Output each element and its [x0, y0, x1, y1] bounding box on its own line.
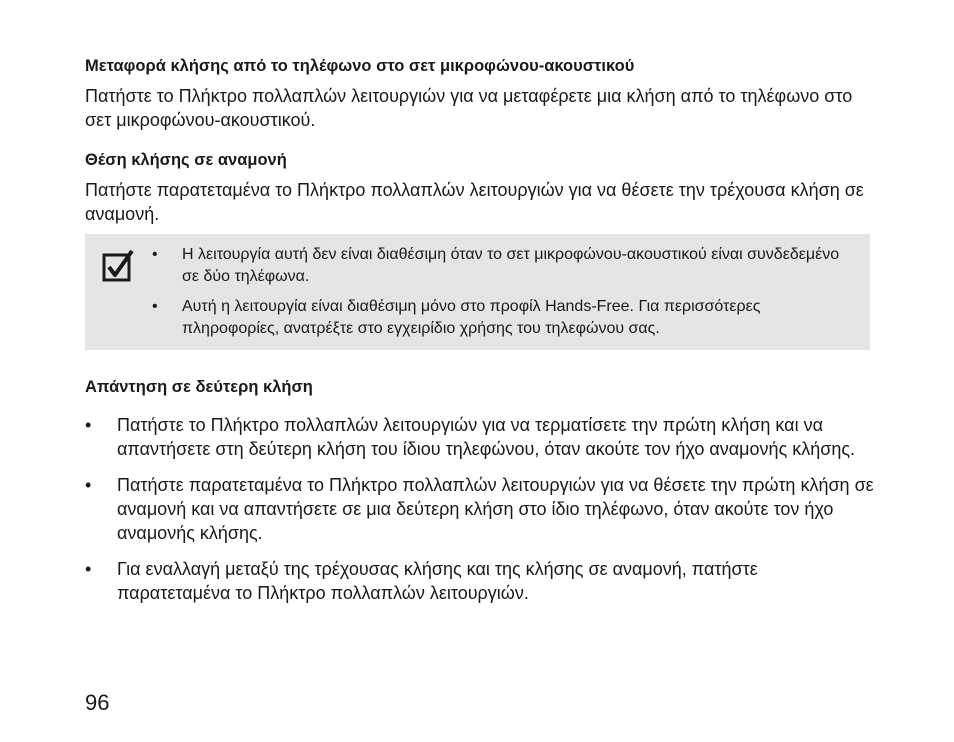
bullet: •: [85, 559, 92, 579]
note-box: [85, 234, 870, 350]
checkbox-check-icon: [102, 250, 134, 282]
bullet: •: [85, 475, 92, 495]
section-heading-answer: Απάντηση σε δεύτερη κλήση: [85, 378, 313, 396]
note-item-text: Η λειτουργία αυτή δεν είναι διαθέσιμη όταν το σετ μικροφώνου-ακουστικού είναι συνδεδεμένο σε δύο τηλέφωνα.: [182, 246, 840, 285]
list-item-text: Πατήστε το Πλήκτρο πολλαπλών λειτουργιών για να τερματίσετε την πρώτη κλήση και να απαντήσετε στη δεύτερη κλήση του ίδιου τηλεφώνου, όταν ακούτε τον ήχο αναμονής κλήσης.: [117, 415, 856, 459]
list-item-text: Για εναλλαγή μεταξύ της τρέχουσας κλήσης και της κλήσης σε αναμονή, πατήστε παρατεταμένα το Πλήκτρο πολλαπλών λειτουργιών.: [117, 559, 758, 603]
note-item: [152, 244, 857, 288]
note-item: [152, 296, 857, 340]
list-item: [85, 413, 875, 461]
answer-list: [85, 413, 875, 617]
section-body-transfer: Πατήστε το Πλήκτρο πολλαπλών λειτουργιών για να μεταφέρετε μια κλήση από το τηλέφωνο στο σετ μικροφώνου-ακουστικού.: [85, 86, 853, 130]
bullet: •: [152, 298, 158, 315]
section-heading-hold: Θέση κλήσης σε αναμονή: [85, 151, 287, 169]
page-number: 96: [85, 690, 110, 715]
note-list: [152, 244, 857, 348]
section-heading-transfer: Μεταφορά κλήσης από το τηλέφωνο στο σετ μικροφώνου-ακουστικού: [85, 57, 635, 75]
bullet: •: [152, 246, 158, 263]
list-item-text: Πατήστε παρατεταμένα το Πλήκτρο πολλαπλών λειτουργιών για να θέσετε την πρώτη κλήση σε αναμονή και να απαντήσετε σε μια δεύτερη κλήση στο ίδιο τηλέφωνο, όταν ακούτε τον ήχο αναμονής κλήσης.: [117, 475, 874, 543]
list-item: [85, 557, 875, 605]
bullet: •: [85, 415, 92, 435]
note-item-text: Αυτή η λειτουργία είναι διαθέσιμη μόνο στο προφίλ Hands-Free. Για περισσότερες πληροφορίες, ανατρέξτε στο εγχειρίδιο χρήσης του τηλεφώνου σας.: [182, 298, 761, 337]
section-body-hold: Πατήστε παρατεταμένα το Πλήκτρο πολλαπλών λειτουργιών για να θέσετε την τρέχουσα κλήση σε αναμονή.: [85, 180, 864, 224]
list-item: [85, 473, 875, 545]
